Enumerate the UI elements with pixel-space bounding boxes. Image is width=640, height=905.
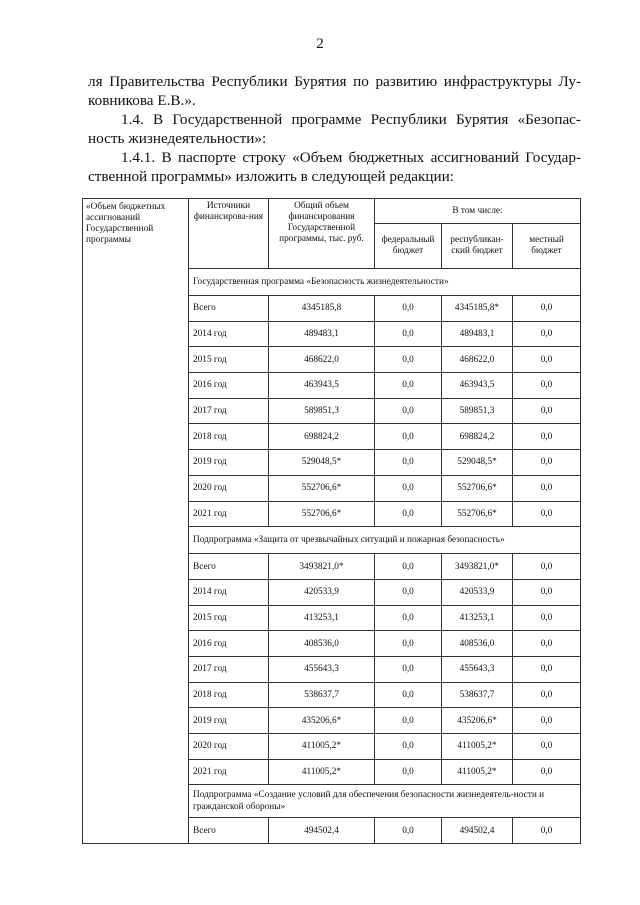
header-total: Общий объем финансирования Государственной программы, тыс. руб. (269, 199, 375, 269)
local-cell: 0,0 (513, 347, 581, 373)
total-cell: 413253,1 (269, 605, 375, 631)
total-cell: 411005,2* (269, 759, 375, 785)
federal-cell: 0,0 (375, 759, 442, 785)
year-cell: 2021 год (189, 501, 269, 527)
local-cell: 0,0 (513, 708, 581, 734)
section-title: Государственная программа «Безопасность жизнедеятельности» (189, 269, 581, 296)
republic-cell: 589851,3 (442, 398, 513, 424)
federal-cell: 0,0 (375, 656, 442, 682)
republic-cell: 411005,2* (442, 734, 513, 760)
paragraph-line: 1.4.1. В паспорте строку «Объем бюджетных ассигнований Государ- (121, 149, 581, 166)
year-cell: 2014 год (189, 579, 269, 605)
total-cell: 552706,6* (269, 501, 375, 527)
federal-cell: 0,0 (375, 501, 442, 527)
year-cell: Всего (189, 296, 269, 322)
republic-cell: 413253,1 (442, 605, 513, 631)
year-cell: 2018 год (189, 682, 269, 708)
federal-cell: 0,0 (375, 296, 442, 322)
total-cell: 435206,6* (269, 708, 375, 734)
federal-cell: 0,0 (375, 818, 442, 844)
republic-cell: 435206,6* (442, 708, 513, 734)
section-title: Подпрограмма «Создание условий для обеспечения безопасности жизнедеятель-ности и гражданской обороны» (189, 785, 581, 818)
total-cell: 455643,3 (269, 656, 375, 682)
header-local: местный бюджет (513, 224, 581, 269)
local-cell: 0,0 (513, 818, 581, 844)
total-cell: 589851,3 (269, 398, 375, 424)
year-cell: 2020 год (189, 734, 269, 760)
section-title: Подпрограмма «Защита от чрезвычайных ситуаций и пожарная безопасность» (189, 527, 581, 554)
local-cell: 0,0 (513, 475, 581, 501)
paragraph-line: 1.4. В Государственной программе Республики Бурятия «Безопас- (121, 111, 581, 128)
republic-cell: 529048,5* (442, 450, 513, 476)
paragraph-line: ность жизнедеятельности»: (88, 130, 267, 147)
total-cell: 4345185,8 (269, 296, 375, 322)
local-cell: 0,0 (513, 605, 581, 631)
paragraph-line: ковникова Е.В.». (88, 92, 196, 109)
federal-cell: 0,0 (375, 475, 442, 501)
header-federal: федеральный бюджет (375, 224, 442, 269)
local-cell: 0,0 (513, 656, 581, 682)
year-cell: 2018 год (189, 424, 269, 450)
total-cell: 420533,9 (269, 579, 375, 605)
year-cell: 2015 год (189, 347, 269, 373)
header-republic: республикан-ский бюджет (442, 224, 513, 269)
total-cell: 463943,5 (269, 373, 375, 399)
republic-cell: 698824,2 (442, 424, 513, 450)
federal-cell: 0,0 (375, 631, 442, 657)
total-cell: 411005,2* (269, 734, 375, 760)
republic-cell: 468622,0 (442, 347, 513, 373)
republic-cell: 463943,5 (442, 373, 513, 399)
paragraph-line: ля Правительства Республики Бурятия по развитию инфраструктуры Лу- (88, 73, 581, 90)
page-number: 2 (316, 36, 324, 52)
local-cell: 0,0 (513, 631, 581, 657)
total-cell: 698824,2 (269, 424, 375, 450)
paragraph-1 (88, 72, 581, 110)
local-cell: 0,0 (513, 759, 581, 785)
federal-cell: 0,0 (375, 708, 442, 734)
local-cell: 0,0 (513, 579, 581, 605)
year-cell: 2020 год (189, 475, 269, 501)
total-cell: 494502,4 (269, 818, 375, 844)
local-cell: 0,0 (513, 554, 581, 580)
federal-cell: 0,0 (375, 321, 442, 347)
row-label-cell: «Объем бюджетных ассигнований Государственной программы (83, 199, 189, 844)
federal-cell: 0,0 (375, 424, 442, 450)
total-cell: 552706,6* (269, 475, 375, 501)
year-cell: Всего (189, 818, 269, 844)
republic-cell: 3493821,0* (442, 554, 513, 580)
local-cell: 0,0 (513, 682, 581, 708)
republic-cell: 420533,9 (442, 579, 513, 605)
year-cell: 2019 год (189, 450, 269, 476)
paragraph-2 (88, 110, 581, 148)
local-cell: 0,0 (513, 501, 581, 527)
federal-cell: 0,0 (375, 605, 442, 631)
header-including: В том числе: (375, 199, 581, 224)
republic-cell: 411005,2* (442, 759, 513, 785)
paragraph-3 (88, 148, 581, 186)
federal-cell: 0,0 (375, 682, 442, 708)
header-sources: Источники финансирова-ния (189, 199, 269, 269)
local-cell: 0,0 (513, 734, 581, 760)
local-cell: 0,0 (513, 296, 581, 322)
year-cell: 2016 год (189, 373, 269, 399)
republic-cell: 408536,0 (442, 631, 513, 657)
local-cell: 0,0 (513, 450, 581, 476)
republic-cell: 489483,1 (442, 321, 513, 347)
year-cell: 2017 год (189, 398, 269, 424)
local-cell: 0,0 (513, 373, 581, 399)
federal-cell: 0,0 (375, 579, 442, 605)
year-cell: Всего (189, 554, 269, 580)
total-cell: 408536,0 (269, 631, 375, 657)
total-cell: 489483,1 (269, 321, 375, 347)
local-cell: 0,0 (513, 398, 581, 424)
republic-cell: 455643,3 (442, 656, 513, 682)
federal-cell: 0,0 (375, 347, 442, 373)
year-cell: 2021 год (189, 759, 269, 785)
republic-cell: 4345185,8* (442, 296, 513, 322)
federal-cell: 0,0 (375, 734, 442, 760)
republic-cell: 494502,4 (442, 818, 513, 844)
total-cell: 538637,7 (269, 682, 375, 708)
total-cell: 529048,5* (269, 450, 375, 476)
year-cell: 2015 год (189, 605, 269, 631)
local-cell: 0,0 (513, 321, 581, 347)
federal-cell: 0,0 (375, 373, 442, 399)
year-cell: 2016 год (189, 631, 269, 657)
republic-cell: 552706,6* (442, 475, 513, 501)
federal-cell: 0,0 (375, 450, 442, 476)
paragraph-line: ственной программы» изложить в следующей редакции: (88, 168, 455, 185)
local-cell: 0,0 (513, 424, 581, 450)
total-cell: 3493821,0* (269, 554, 375, 580)
federal-cell: 0,0 (375, 398, 442, 424)
republic-cell: 538637,7 (442, 682, 513, 708)
republic-cell: 552706,6* (442, 501, 513, 527)
total-cell: 468622,0 (269, 347, 375, 373)
year-cell: 2019 год (189, 708, 269, 734)
year-cell: 2014 год (189, 321, 269, 347)
passport-table (82, 198, 581, 844)
federal-cell: 0,0 (375, 554, 442, 580)
year-cell: 2017 год (189, 656, 269, 682)
